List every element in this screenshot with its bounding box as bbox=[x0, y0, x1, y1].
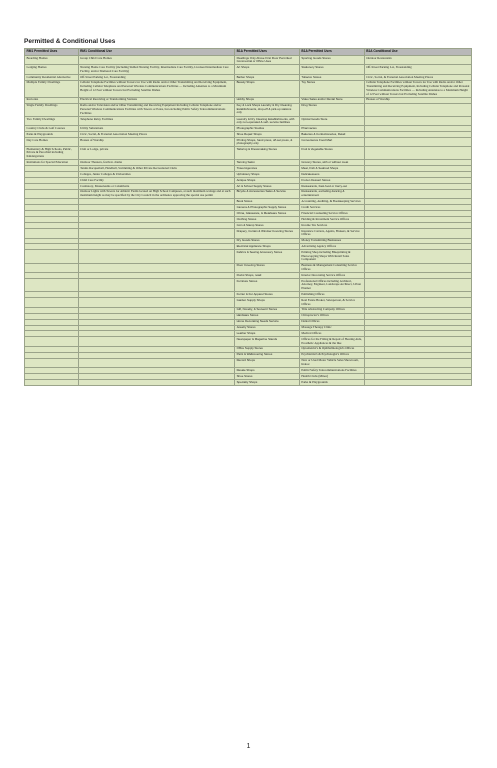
table-cell: Optometrist's & Ophthalmologist's Offices bbox=[299, 346, 364, 352]
table-cell bbox=[78, 337, 234, 347]
table-cell: Resale Shops bbox=[235, 368, 300, 374]
table-cell: Clothing Stores bbox=[235, 217, 300, 223]
table-row bbox=[25, 147, 472, 160]
table-cell: Art Shops bbox=[235, 65, 300, 75]
table-cell: Upholstery Shops bbox=[235, 172, 300, 178]
table-cell bbox=[25, 380, 79, 386]
table-cell: Radio and/or Television and/or Other Transmitting and Receiving Equipment Including Cellular Telephone and/or Personal Wireless Communications Facilities with Towers or Poles, but excluding Public Safety Telecommunications Facilities bbox=[78, 103, 234, 116]
table-cell bbox=[364, 147, 471, 160]
table-cell: Country Clubs & Golf Courses bbox=[25, 126, 79, 132]
table-cell: Office Supply Stores bbox=[235, 346, 300, 352]
table-cell bbox=[25, 228, 79, 238]
table-cell bbox=[25, 263, 79, 273]
table-cell bbox=[364, 137, 471, 146]
table-cell: Medical Offices bbox=[299, 331, 364, 337]
table-cell: Hardware Stores bbox=[235, 313, 300, 319]
table-cell: Tanning Salon bbox=[235, 160, 300, 166]
table-cell: Dwellings Only Above First Floor Permitted Commercial or Office Uses bbox=[235, 56, 300, 65]
table-cell bbox=[78, 298, 234, 308]
table-cell: Outdoor Restaurants bbox=[364, 56, 471, 65]
table-cell: Parks & Playgrounds bbox=[25, 132, 79, 138]
table-cell: Electrical Appliance Shops bbox=[235, 244, 300, 250]
table-cell: Tailoring & Dressmaking Stores bbox=[235, 147, 300, 160]
table-cell: Off-Street Parking Lot, Freestanding bbox=[364, 65, 471, 75]
table-cell: Home Decorating Needs Service bbox=[235, 319, 300, 325]
table-cell: Furrier & Fur Apparel Stores bbox=[235, 292, 300, 298]
table-cell: Printing Shops, hand press, off-set press, & photography only bbox=[235, 137, 300, 146]
table-cell: Health Clubs (Minor) bbox=[299, 374, 364, 380]
table-cell: Leather Shops bbox=[235, 331, 300, 337]
table-row bbox=[25, 103, 472, 116]
table-cell bbox=[25, 358, 79, 368]
table-cell: Credit Services bbox=[299, 205, 364, 211]
table-cell bbox=[25, 189, 79, 199]
table-cell: Book Stores bbox=[235, 199, 300, 205]
table-cell: Printing Shop including Blueprinting & Photocopying Shops With Retail Sales Component bbox=[299, 250, 364, 263]
table-cell: Day Care Homes bbox=[25, 137, 79, 146]
table-cell: Coin & Stamp Stores bbox=[235, 223, 300, 229]
table-cell bbox=[364, 103, 471, 116]
table-cell: Parks & Playgrounds bbox=[299, 380, 364, 386]
table-row bbox=[25, 189, 472, 199]
table-cell: Outdoor Lights with Towers for Athletic Fields located on High School Campuses, at such maximum wattage and at such maximum height as may be specified by the City Council in the ordinance approving the special use permit bbox=[78, 189, 234, 199]
table-cell: Drug Stores bbox=[299, 103, 364, 116]
page-number: 1 bbox=[246, 743, 251, 750]
table-cell: Camera & Photographic Supply Stores bbox=[235, 205, 300, 211]
table-row bbox=[25, 263, 472, 273]
table-cell bbox=[78, 263, 234, 273]
column-header: RM1 Permitted Uses bbox=[25, 49, 79, 56]
table-cell: Group Child Care Homes bbox=[78, 56, 234, 65]
column-header: B1A Permitted Uses bbox=[299, 49, 364, 56]
table-cell: Restaurants, excluding dancing & entertainment bbox=[299, 189, 364, 199]
table-cell: Interior Decorating Service Offices bbox=[299, 273, 364, 279]
table-cell: Community Residential Alternative bbox=[25, 74, 79, 80]
table-cell bbox=[25, 337, 79, 347]
table-cell bbox=[364, 279, 471, 292]
table-cell bbox=[78, 279, 234, 292]
table-cell: Barber Shops bbox=[235, 74, 300, 80]
table-cell: Off-Street Parking Lot, Freestanding bbox=[78, 74, 234, 80]
table-row bbox=[25, 250, 472, 263]
table-cell bbox=[364, 117, 471, 126]
table-cell: Bakeries & Confectioneries, Retail bbox=[299, 132, 364, 138]
table-cell: Record Shops bbox=[235, 358, 300, 368]
table-row bbox=[25, 65, 472, 75]
table-row bbox=[25, 298, 472, 308]
column-header: B1A Permitted Uses bbox=[235, 49, 300, 56]
table-cell bbox=[78, 358, 234, 368]
table-cell: Fruit & Vegetable Stores bbox=[299, 147, 364, 160]
table-row bbox=[25, 279, 472, 292]
table-cell: Accounting, Auditing, & Bookkeeping Services bbox=[299, 199, 364, 205]
table-cell bbox=[78, 380, 234, 386]
table-cell: Crematory, Mausoleums or Columbaria bbox=[78, 183, 234, 189]
table-cell bbox=[25, 298, 79, 308]
table-cell: Club or Lodge, private bbox=[78, 147, 234, 160]
table-cell: Publishing Offices bbox=[299, 292, 364, 298]
table-cell: Fabrics & Sewing Accessory Stores bbox=[235, 250, 300, 263]
table-cell: Jewelry Stores bbox=[235, 325, 300, 331]
column-header: RM1 Conditional Use bbox=[78, 49, 234, 56]
table-cell: Institutions for Special Education bbox=[25, 160, 79, 166]
table-row bbox=[25, 337, 472, 347]
table-cell: Photographic Studios bbox=[235, 126, 300, 132]
table-cell: Income Tax Services bbox=[299, 223, 364, 229]
table-cell bbox=[364, 380, 471, 386]
table-cell: Single Family Dwellings bbox=[25, 103, 79, 116]
table-cell: Toy Stores bbox=[299, 80, 364, 97]
table-cell: Frozen Dessert Stores bbox=[299, 178, 364, 184]
table-cell: Money Transmitting Businesses bbox=[299, 238, 364, 244]
table-cell: Laundry & Dry Cleaning Establishments, with only non-operated & self- service facilities bbox=[235, 117, 300, 126]
table-cell: Art & School Supply Stores bbox=[235, 183, 300, 189]
table-cell: Dry Goods Stores bbox=[235, 238, 300, 244]
table-cell: Bicycle & Accessories Sales & Service bbox=[235, 189, 300, 199]
table-cell: Outdoor Theaters, festival- drama bbox=[78, 160, 234, 166]
table-cell: China, Glassware, & Metalware Stores bbox=[235, 211, 300, 217]
table-cell: Shoe Repair Shops bbox=[235, 132, 300, 138]
table-cell bbox=[25, 279, 79, 292]
table-cell: Floor Covering Stores bbox=[235, 263, 300, 273]
table-cell: Delicatessens bbox=[299, 172, 364, 178]
table-cell bbox=[78, 250, 234, 263]
table-cell: Civic, Social, & Fraternal Association Meeting Places bbox=[78, 132, 234, 138]
table-cell: Stationery Stores bbox=[299, 65, 364, 75]
table-cell: Real Estate Broker, Salesperson, & Service Offices bbox=[299, 298, 364, 308]
table-row bbox=[25, 380, 472, 386]
table-cell: Telephone Relay Facilities bbox=[78, 117, 234, 126]
table-row bbox=[25, 137, 472, 146]
table-cell: Video Sales and/or Rental Store bbox=[299, 97, 364, 103]
table-cell: Financial Counseling Service Offices bbox=[299, 211, 364, 217]
table-cell bbox=[25, 250, 79, 263]
table-cell: Lodging Homes bbox=[25, 65, 79, 75]
table-cell: Rectories bbox=[25, 97, 79, 103]
table-cell bbox=[364, 228, 471, 238]
table-cell bbox=[364, 358, 471, 368]
table-cell: Multiple Family Dwellings bbox=[25, 80, 79, 97]
table-cell: Sporting Goods Stores bbox=[299, 56, 364, 65]
table-cell: Shoe Stores bbox=[235, 374, 300, 380]
table-cell bbox=[364, 263, 471, 273]
table-cell: Advertising Agency Offices bbox=[299, 244, 364, 250]
table-cell: Cellular Telephone Facilities without Towers for Use with Radio and/or Other Transmitting and Receiving Equipment, Including Cellular Telephone and Personal Wireless Communications Facilities — Including Antennas to a Maximum Height of 12 Feet without Towers but Excluding Satellite Dishes bbox=[364, 80, 471, 97]
table-cell: Holding & Investment Service Offices bbox=[299, 217, 364, 223]
table-row bbox=[25, 228, 472, 238]
table-cell: Drapery, Curtain & Window Covering Stores bbox=[235, 228, 300, 238]
table-cell: Boarding Homes bbox=[25, 56, 79, 65]
table-cell: Garden Supply Shops bbox=[235, 298, 300, 308]
table-body bbox=[25, 56, 472, 386]
table-cell bbox=[364, 337, 471, 347]
page-title: Permitted & Conditional Uses bbox=[24, 38, 116, 45]
table-cell: Chiropractor's Offices bbox=[299, 313, 364, 319]
table-cell: Tobacco Stores bbox=[299, 74, 364, 80]
table-row bbox=[25, 117, 472, 126]
table-cell: Newspaper & Magazine Stands bbox=[235, 337, 300, 347]
table-row bbox=[25, 358, 472, 368]
table-cell: Electrical Receiving or Transforming Stations bbox=[78, 97, 234, 103]
table-cell: Child Care Facility bbox=[78, 178, 234, 184]
table-cell: Beauty Shops bbox=[235, 80, 300, 97]
table-cell bbox=[78, 228, 234, 238]
table-cell: Elementary & High Schools, Public, Private & Parochial including Kindergartens bbox=[25, 147, 79, 160]
table-cell: Civic, Social, & Fraternal Association Meeting Places bbox=[364, 74, 471, 80]
table-cell: Paint & Wallcovering Stores bbox=[235, 352, 300, 358]
table-cell: Optical Goods Store bbox=[299, 117, 364, 126]
table-cell: Professional Offices including Architect, Attorney, Engineer, Landscape Architect, Urban Planner bbox=[299, 279, 364, 292]
table-cell: Massage Therapy Clinic bbox=[299, 325, 364, 331]
table-cell bbox=[364, 189, 471, 199]
table-cell: Offices for the Fitting & Repair of Hearing Aids, Prosthetic Appliances & the like bbox=[299, 337, 364, 347]
column-header: B1A Conditional Use bbox=[364, 49, 471, 56]
table-cell: Utility Substations bbox=[78, 126, 234, 132]
table-cell: Business & Management Consulting Service Offices bbox=[299, 263, 364, 273]
table-cell: Colleges, Junior Colleges & Universities bbox=[78, 172, 234, 178]
table-cell: Public/Safety Telecommunications Facilities bbox=[299, 368, 364, 374]
table-cell bbox=[364, 298, 471, 308]
table-cell: Cellular Telephone Facilities without Towers for Use with Radio and/or Other Transmitting and Receiving Equipment, Including Cellular Telephone and Personal Wireless Communications Facilities — Including Antennas to a Maximum Height of 12 Feet without Towers but Excluding Satellite Dishes bbox=[78, 80, 234, 97]
table-cell: Title Abstracting Company Offices bbox=[299, 307, 364, 313]
table-header-row bbox=[25, 49, 472, 56]
table-cell: Travel Agencies bbox=[235, 166, 300, 172]
table-cell: Florist Shops, retail bbox=[235, 273, 300, 279]
table-cell: Key & Lock Shops Laundry & Dry Cleaning Establishments, drop-off & pick-up stations only bbox=[235, 103, 300, 116]
table-cell: Grocery Stores, with or without meat bbox=[299, 160, 364, 166]
table-cell: Convenience Food Mart bbox=[299, 137, 364, 146]
uses-table bbox=[24, 48, 472, 386]
table-cell: Hobby Shops bbox=[235, 97, 300, 103]
table-row bbox=[25, 56, 472, 65]
table-cell: Tennis Racquetball, Handball, Swimming & Other Private Recreational Clubs bbox=[78, 166, 234, 172]
table-cell: Furniture Stores bbox=[235, 279, 300, 292]
table-cell: Specialty Shops bbox=[235, 380, 300, 386]
table-cell: Houses of Worship bbox=[78, 137, 234, 146]
table-cell: Two Family Dwellings bbox=[25, 117, 79, 126]
table-cell: Nursing Home Care Facility (including Skilled Nursing Facility, Intermediate Care Facility, Licensed Intermediate Care Facility, and/or Sheltered Care Facility) bbox=[78, 65, 234, 75]
table-cell: Antique Shops bbox=[235, 178, 300, 184]
table-cell: New or Used Motor Vehicle Sales Showroom, Indoor bbox=[299, 358, 364, 368]
table-cell: Dental Offices bbox=[299, 319, 364, 325]
table-cell: Houses of Worship bbox=[364, 97, 471, 103]
table-cell: Psychiatrist's & Psychologist's Offices bbox=[299, 352, 364, 358]
table-cell: Gift, Novelty, & Souvenir Stores bbox=[235, 307, 300, 313]
table-cell: Pharmacies bbox=[299, 126, 364, 132]
table-cell: Insurance Carriers, Agents, Brokers, & Service Offices bbox=[299, 228, 364, 238]
table-row bbox=[25, 80, 472, 97]
table-cell: Restaurants, Fast-food or Carry-out bbox=[299, 183, 364, 189]
table-cell bbox=[364, 250, 471, 263]
table-cell: Meat, Fish & Seafood Shops bbox=[299, 166, 364, 172]
